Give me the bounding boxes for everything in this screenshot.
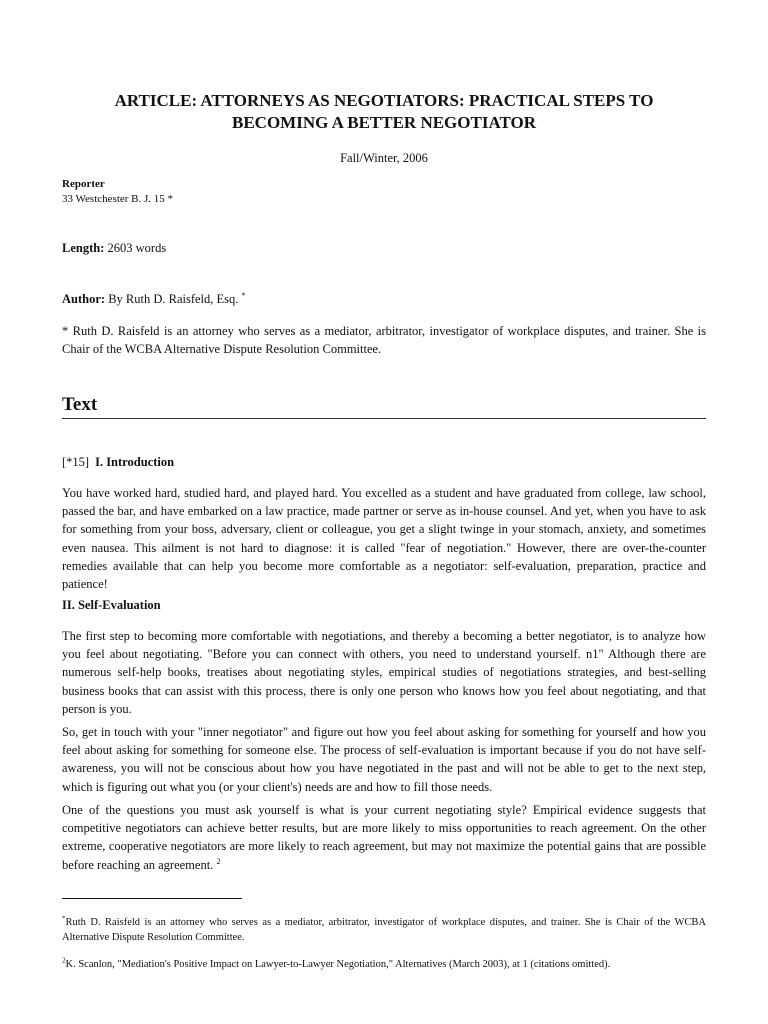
self-evaluation-paragraph-2: So, get in touch with your "inner negotiator" and figure out how you feel about asking for something for yourself and how you feel about asking for something for someone else. The process of self-evaluation is important because if you do not have self-awareness, you will not be conscious about how you have negotiated in the past and will not be able to get to the next step, which is figuring out what you (or your client's) needs are and how to fill those needs.	[62, 725, 706, 794]
author-value: By Ruth D. Raisfeld, Esq.	[108, 292, 239, 306]
length-label: Length:	[62, 241, 105, 255]
author-note: * Ruth D. Raisfeld is an attorney who serves as a mediator, arbitrator, investigator of workplace disputes, and trainer. She is Chair of the WCBA Alternative Dispute Resolution Committee.	[62, 324, 706, 356]
paragraph-3-text: One of the questions you must ask yourself is what is your current negotiating style? Empirical evidence suggests that competitive negotiators can achieve better results, but are more likely to miss opportunities to reach agreement. On the other extreme, cooperative negotiators are more likely to reach agreement, but may not maximize the potential gains that are possible before reaching an agreement.	[62, 803, 706, 872]
footnote-2-text: K. Scanlon, "Mediation's Positive Impact on Lawyer-to-Lawyer Negotiation," Alternatives (March 2003), at 1 (citations omitted).	[65, 959, 611, 970]
length-line	[62, 241, 166, 256]
intro-heading-label: I. Introduction	[95, 455, 175, 469]
self-evaluation-paragraph-1: The first step to becoming more comfortable with negotiations, and thereby a becoming a better negotiator, is to analyze how you feel about negotiating. "Before you can connect with others, you need to understand yourself. n1" Although there are numerous self-help books, treatises about negotiating styles, empirical studies of negotiations strategies, and best-selling business books that can assist with this process, there is only one person who knows how you feel about negotiating, and that person is you.	[62, 629, 706, 716]
footnote-2-mark: 2	[62, 956, 66, 965]
section-heading-text: Text	[62, 394, 706, 419]
self-evaluation-heading: II. Self-Evaluation	[62, 598, 161, 612]
title-line-2: BECOMING A BETTER NEGOTIATOR	[231, 113, 537, 132]
footnote-1	[62, 915, 706, 945]
reporter-value: 33 Westchester B. J. 15 *	[62, 193, 174, 205]
reporter-label: Reporter	[62, 178, 105, 190]
footnote-1-mark: *	[62, 914, 66, 923]
footnote-2	[62, 957, 706, 972]
page-reference: [*15]	[62, 455, 90, 469]
author-footnote-mark: *	[241, 290, 246, 300]
length-value: 2603 words	[107, 241, 167, 255]
footnote-divider	[62, 898, 242, 899]
intro-heading	[62, 455, 174, 470]
self-evaluation-paragraph-3	[62, 801, 706, 874]
article-title	[62, 90, 706, 134]
author-label: Author:	[62, 292, 106, 306]
title-line-1: ARTICLE: ATTORNEYS AS NEGOTIATORS: PRACTICAL STEPS TO	[114, 91, 654, 110]
publication-date: Fall/Winter, 2006	[340, 151, 428, 165]
footnote-1-text: Ruth D. Raisfeld is an attorney who serves as a mediator, arbitrator, investigator of workplace disputes, and trainer. She is Chair of the WCBA Alternative Dispute Resolution Committee.	[62, 917, 706, 943]
intro-paragraph: You have worked hard, studied hard, and played hard. You excelled as a student and have graduated from college, law school, passed the bar, and have embarked on a law practice, made partner or serve as in-house counsel. And yet, when you have to ask for something from your boss, adversary, client or colleague, you get a slight twinge in your stomach, anxiety, and sometimes even nausea. This ailment is not hard to diagnose: it is called "fear of negotiation." However, there are over-the-counter remedies available that can help you become more comfortable as a negotiator: self-evaluation, preparation, practice and patience!	[62, 486, 706, 592]
footnote-ref-2: 2	[216, 856, 221, 866]
author-line	[62, 292, 246, 307]
